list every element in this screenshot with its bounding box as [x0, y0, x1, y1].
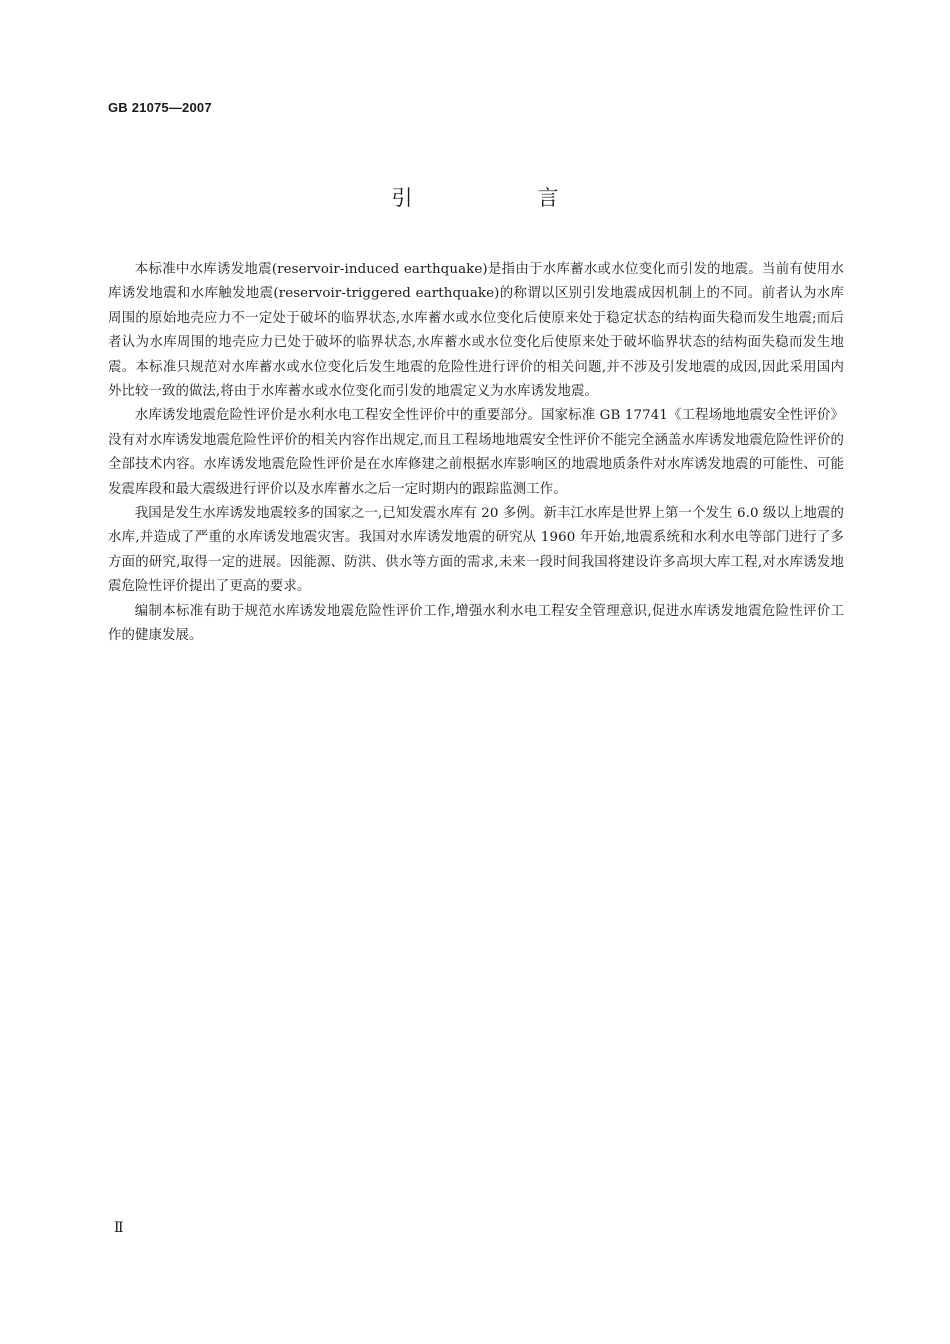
page-number: Ⅱ	[114, 1220, 124, 1236]
paragraph-evaluation-importance: 水库诱发地震危险性评价是水利水电工程安全性评价中的重要部分。国家标准 GB 17741《工程场地地震安全性评价》没有对水库诱发地震危险性评价的相关内容作出规定,而且工程场地地震安全性评价不能完全涵盖水库诱发地震危险性评价的全部技术内容。水库诱发地震危险性评价是在水库修建之前根据水库影响区的地震地质条件对水库诱发地震的可能性、可能发震库段和最大震级进行评价以及水库蓄水之后一定时期内的跟踪监测工作。	[108, 408, 844, 497]
paragraph-china-history: 我国是发生水库诱发地震较多的国家之一,已知发震水库有 20 多例。新丰江水库是世界上第一个发生 6.0 级以上地震的水库,并造成了严重的水库诱发地震灾害。我国对水库诱发地震的研究从 1960 年开始,地震系统和水利水电等部门进行了多方面的研究,取得一定的进展。因能源、防洪、供水等方面的需求,未来一段时间我国将建设许多高坝大库工程,对水库诱发地震危险性评价提出了更高的要求。	[108, 506, 844, 595]
paragraph-definition: 本标准中水库诱发地震(reservoir-induced earthquake)是指由于水库蓄水或水位变化而引发的地震。当前有使用水库诱发地震和水库触发地震(reservoir-triggered earthquake)的称谓以区别引发地震成因机制上的不同。前者认为水库周围的原始地壳应力不一定处于破坏的临界状态,水库蓄水或水位变化后使原来处于稳定状态的结构面失稳而发生地震;而后者认为水库周围的地壳应力已处于破坏的临界状态,水库蓄水或水位变化后使原来处于破坏临界状态的结构面失稳而发生地震。本标准只规范对水库蓄水或水位变化后发生地震的危险性进行评价的相关问题,并不涉及引发地震的成因,因此采用国内外比较一致的做法,将由于水库蓄水或水位变化而引发的地震定义为水库诱发地震。	[108, 262, 844, 400]
page-title: 引 言	[391, 186, 611, 210]
document-body	[108, 258, 844, 649]
standard-number-header: GB 21075—2007	[108, 100, 212, 115]
paragraph-purpose: 编制本标准有助于规范水库诱发地震危险性评价工作,增强水利水电工程安全管理意识,促进水库诱发地震危险性评价工作的健康发展。	[108, 603, 844, 644]
